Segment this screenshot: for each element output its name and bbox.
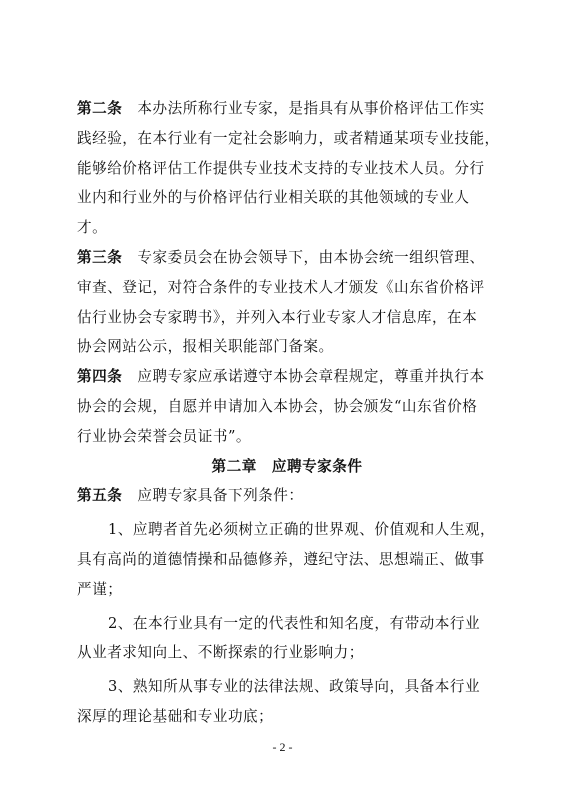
item-text-line: 2、在本行业具有一定的代表性和知名度，有带动本行业: [108, 614, 481, 632]
article-text-line: 协会的会规，自愿并申请加入本协会，协会颁发“山东省价格: [77, 397, 478, 415]
article-text-line: 应聘专家具备下列条件：: [137, 487, 304, 505]
article-label: 第四条: [77, 368, 123, 386]
item-text-line: 严谨；: [77, 580, 123, 598]
item-text-line: 具有高尚的道德情操和品德修养，遵纪守法、思想端正、做事: [77, 550, 485, 568]
article-label: 第三条: [77, 248, 123, 266]
page-number: - 2 -: [272, 740, 293, 754]
chapter-title: 第二章 应聘专家条件: [211, 457, 363, 475]
article-text-line: 能够给价格评估工作提供专业技术支持的专业技术人员。分行: [77, 159, 485, 177]
article-label: 第二条: [77, 100, 123, 117]
article-5: [77, 481, 497, 511]
page-body: [77, 94, 500, 732]
item-text-line: 深厚的理论基础和专业功底；: [77, 707, 274, 725]
article-4: [77, 362, 497, 451]
article-text-line: 审查、登记，对符合条件的专业技术人才颁发《山东省价格评: [77, 278, 485, 296]
article-text-line: 业内和行业外的与价格评估行业相关联的其他领域的专业人: [77, 189, 470, 207]
article-2: [77, 94, 500, 243]
article-text-line: 协会网站公示，报相关职能部门备案。: [77, 338, 334, 356]
article-text-line: 才。: [77, 219, 108, 237]
item-text-line: 1、应聘者首先必须树立正确的世界观、价值观和人生观，: [108, 521, 496, 539]
article-label: 第五条: [77, 487, 123, 505]
condition-item-3: [77, 672, 497, 732]
article-text-line: 估行业协会专家聘书》，并列入本行业专家人才信息库，在本: [77, 308, 478, 326]
item-text-line: 3、熟知所从事专业的法律法规、政策导向，具备本行业: [108, 678, 481, 696]
article-text-line: 专家委员会在协会领导下，由本协会统一组织管理、: [137, 248, 485, 266]
condition-item-2: [77, 609, 497, 669]
item-text-line: 从业者求知向上、不断探索的行业影响力；: [77, 644, 364, 662]
article-3: [77, 243, 497, 362]
article-text-line: 行业协会荣誉会员证书”。: [77, 427, 251, 445]
article-text-line: 本办法所称行业专家，是指具有从事价格评估工作实: [137, 100, 485, 117]
condition-item-1: [77, 515, 497, 604]
article-text-line: 践经验，在本行业有一定社会影响力，或者精通某项专业技能，: [77, 129, 500, 147]
article-text-line: 应聘专家应承诺遵守本协会章程规定，尊重并执行本: [137, 368, 485, 386]
